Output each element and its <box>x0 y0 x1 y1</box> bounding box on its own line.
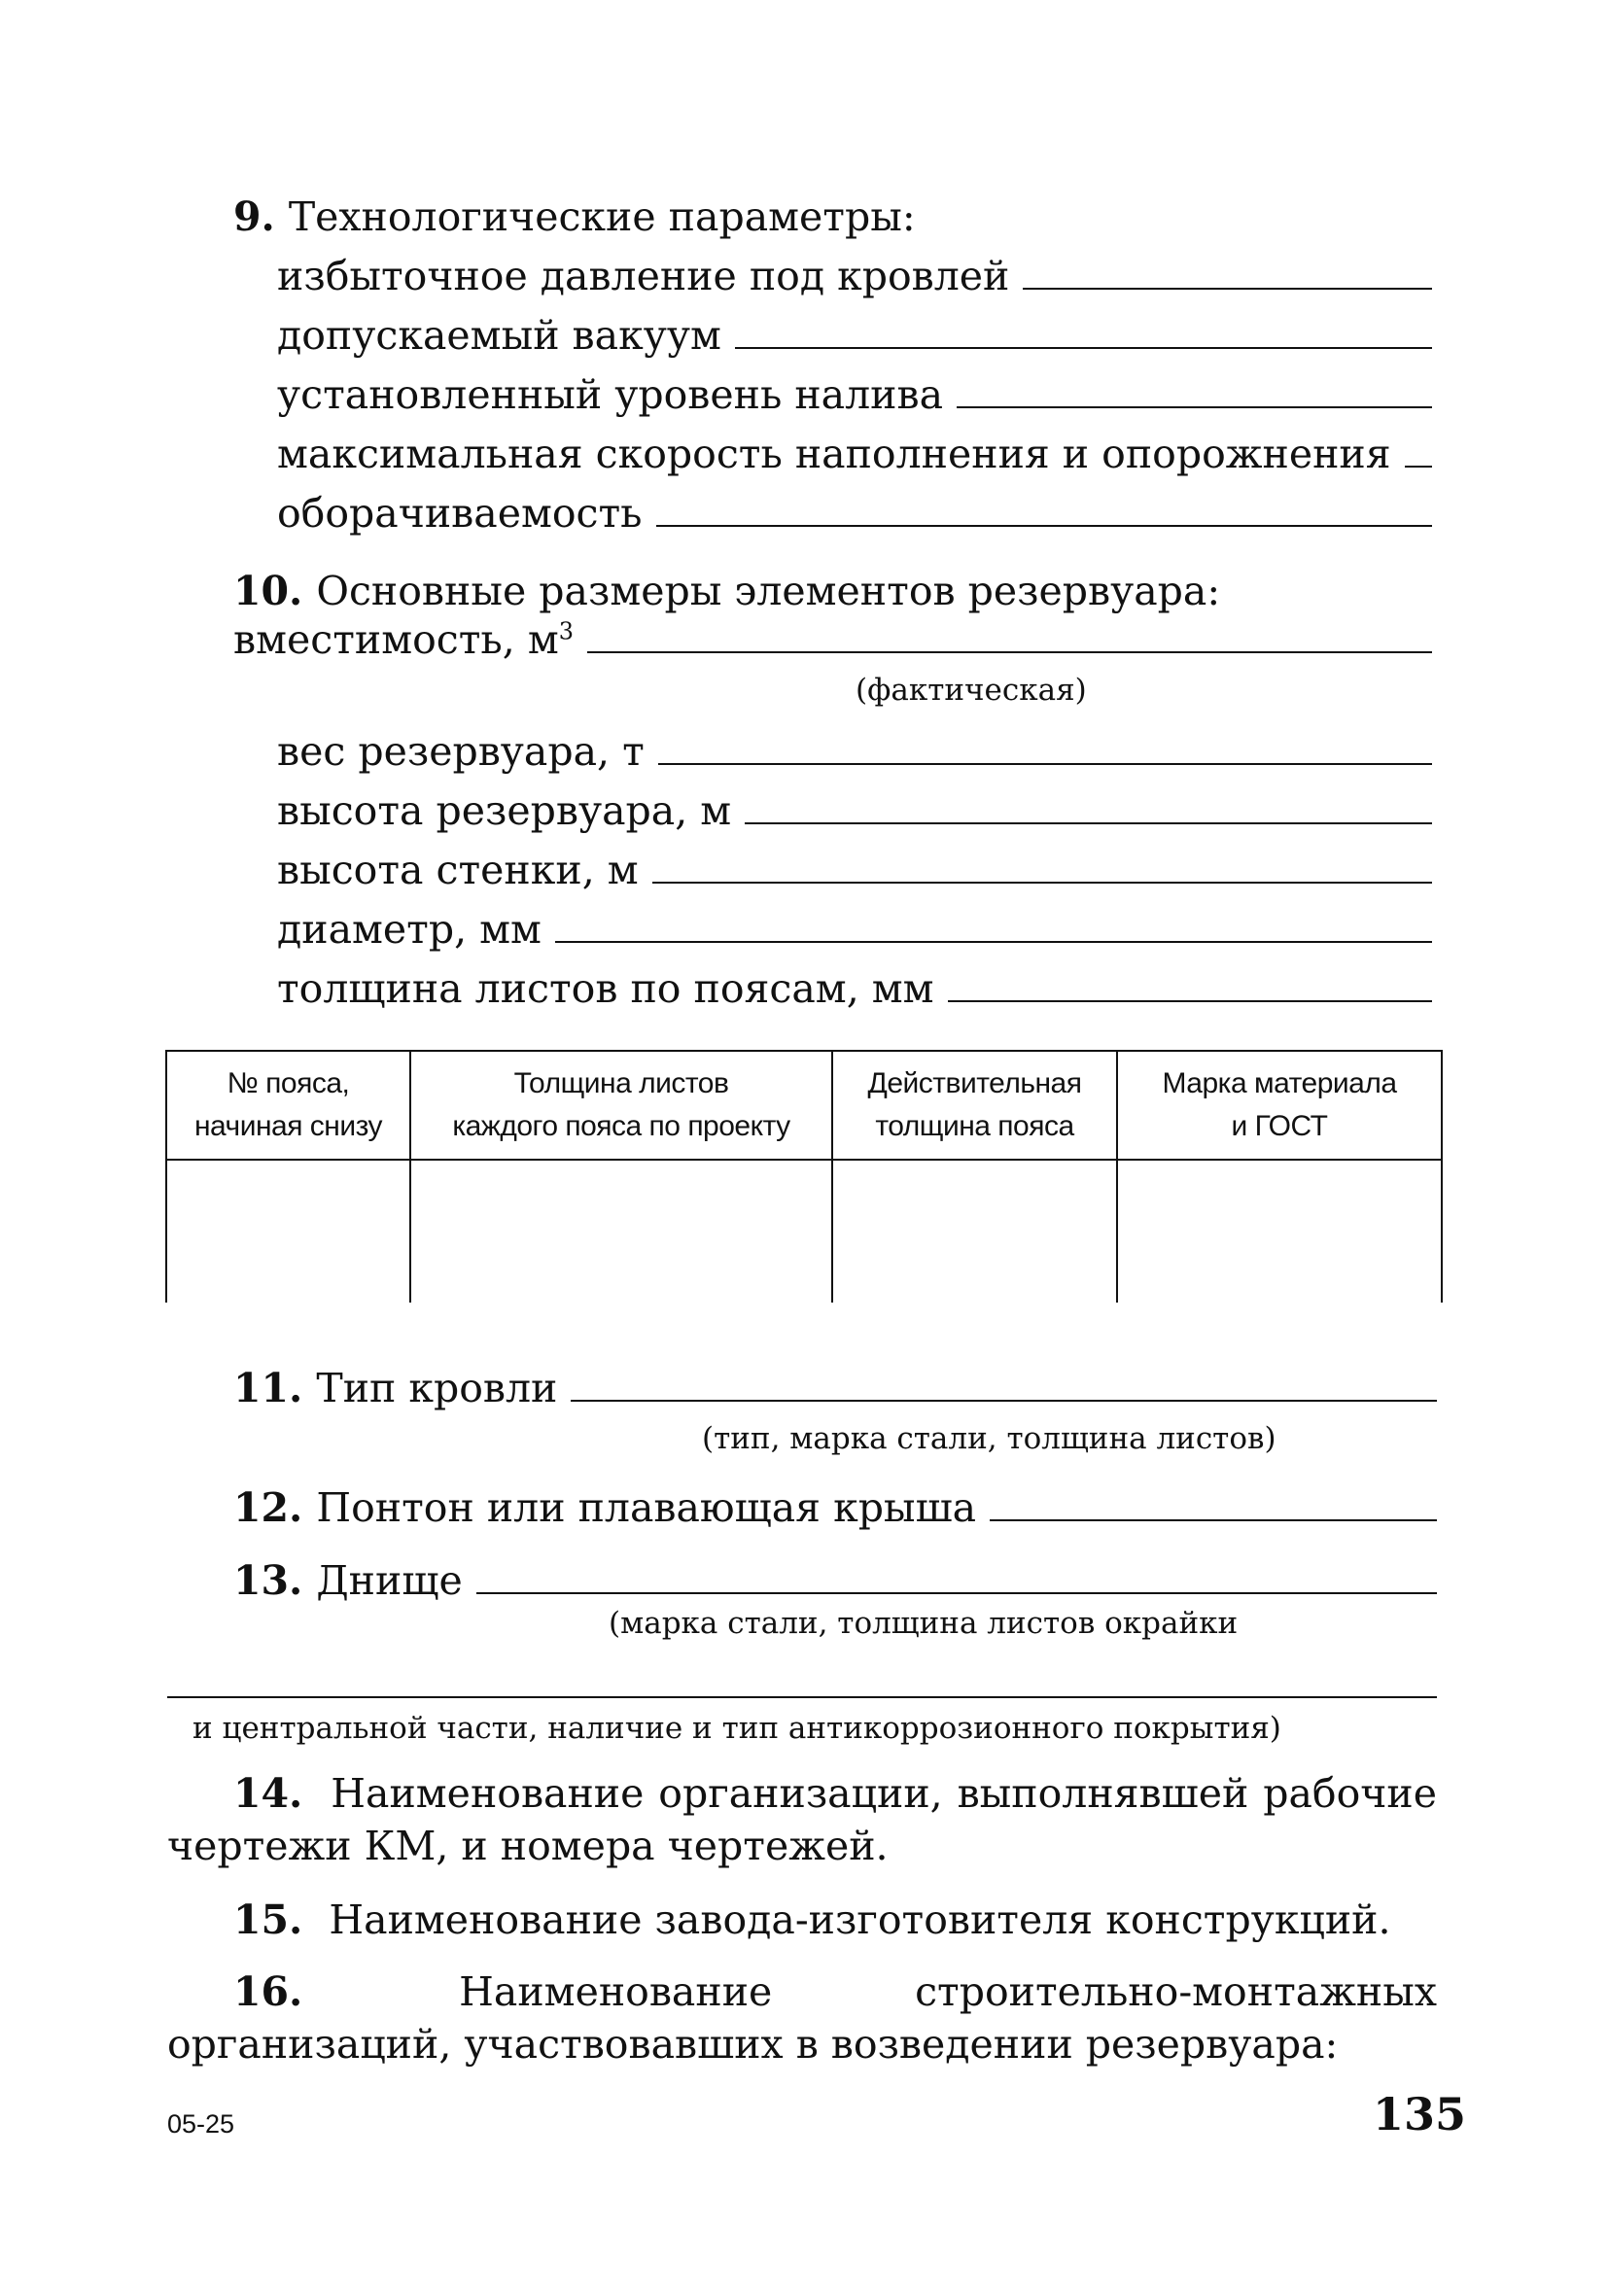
field-label: высота стенки, м <box>277 847 639 893</box>
field-label: установленный уровень налива <box>277 371 944 418</box>
section-9-heading <box>233 190 916 244</box>
bottom-caption-2: и центральной части, наличие и тип антикоррозионного покрытия) <box>192 1711 1281 1746</box>
section-number: 9. <box>233 193 275 240</box>
fill-in-line[interactable] <box>948 961 1432 1002</box>
field-max-speed <box>277 427 1432 481</box>
field-label: диаметр, мм <box>277 906 542 953</box>
section-number: 13. <box>233 1557 303 1604</box>
page-number: 135 <box>1373 2088 1467 2140</box>
section-title: Технологические параметры: <box>288 193 916 240</box>
fill-in-line[interactable] <box>167 1696 1437 1698</box>
field-tank-height <box>277 783 1432 838</box>
fill-in-line[interactable] <box>1405 427 1432 468</box>
bottom-caption-1: (марка стали, толщина листов окрайки <box>609 1606 1239 1641</box>
fill-in-line[interactable] <box>476 1553 1437 1594</box>
fill-in-line[interactable] <box>1023 249 1432 290</box>
field-label: вместимость, $м^3$ <box>233 616 574 663</box>
header-material-grade: Марка материала и ГОСТ <box>1117 1051 1442 1160</box>
section-10-heading <box>233 564 1220 618</box>
field-pontoon <box>233 1480 1437 1535</box>
field-vacuum <box>277 308 1432 363</box>
section-title: Основные размеры элементов резервуара: <box>316 568 1221 614</box>
field-bottom <box>233 1553 1437 1608</box>
header-actual-thickness: Действительная толщина пояса <box>832 1051 1117 1160</box>
table-row <box>166 1160 1442 1303</box>
fill-in-line[interactable] <box>652 843 1432 884</box>
field-label: допускаемый вакуум <box>277 312 721 359</box>
header-belt-number: № пояса, начиная снизу <box>166 1051 410 1160</box>
field-label: Тип кровли <box>316 1365 558 1411</box>
section-number: 12. <box>233 1484 303 1531</box>
table-cell[interactable] <box>832 1160 1117 1303</box>
field-fill-level <box>277 367 1432 422</box>
field-label: избыточное давление под кровлей <box>277 253 1010 299</box>
table-cell[interactable] <box>1117 1160 1442 1303</box>
field-capacity <box>233 612 1432 667</box>
field-label: оборачиваемость <box>277 490 643 537</box>
fill-in-line[interactable] <box>990 1480 1437 1521</box>
field-diameter <box>277 902 1432 957</box>
field-label: максимальная скорость наполнения и опорожнения <box>277 431 1391 477</box>
field-label: высота резервуара, м <box>277 787 732 834</box>
field-tank-weight <box>277 724 1432 779</box>
capacity-caption: (фактическая) <box>856 673 1087 708</box>
table-cell[interactable] <box>410 1160 832 1303</box>
fill-in-line[interactable] <box>735 308 1432 349</box>
belt-thickness-table <box>165 1050 1443 1303</box>
section-14-paragraph: 14. Наименование организации, выполнявшей рабочие чертежи КМ, и номера чертежей. <box>167 1770 1437 1869</box>
field-sheet-thickness <box>277 961 1432 1016</box>
fill-in-line[interactable] <box>571 1361 1437 1402</box>
fill-in-line[interactable] <box>957 367 1432 408</box>
fill-in-line[interactable] <box>555 902 1432 943</box>
fill-in-line[interactable] <box>656 486 1432 527</box>
fill-in-line[interactable] <box>587 612 1432 653</box>
field-wall-height <box>277 843 1432 897</box>
field-roof-type <box>233 1361 1437 1415</box>
table-cell[interactable] <box>166 1160 410 1303</box>
header-design-thickness: Толщина листов каждого пояса по проекту <box>410 1051 832 1160</box>
print-code: 05-25 <box>167 2109 235 2139</box>
roof-type-caption: (тип, марка стали, толщина листов) <box>702 1421 1276 1456</box>
field-turnover <box>277 486 1432 540</box>
section-number: 11. <box>233 1365 303 1411</box>
field-label: Понтон или плавающая крыша <box>316 1484 977 1531</box>
field-label: вес резервуара, т <box>277 728 645 775</box>
fill-in-line[interactable] <box>658 724 1432 765</box>
table-header-row <box>166 1051 1442 1160</box>
field-label: толщина листов по поясам, мм <box>277 965 934 1012</box>
section-number: 10. <box>233 568 303 614</box>
field-label: Днище <box>316 1557 463 1604</box>
fill-in-line[interactable] <box>745 783 1432 824</box>
field-excess-pressure <box>277 249 1432 303</box>
section-16-paragraph: 16. Наименование строительно-монтажных организаций, участвовавших в возведении резервуара: <box>167 1968 1437 2068</box>
section-15-paragraph: 15. Наименование завода-изготовителя конструкций. <box>233 1896 1391 1943</box>
